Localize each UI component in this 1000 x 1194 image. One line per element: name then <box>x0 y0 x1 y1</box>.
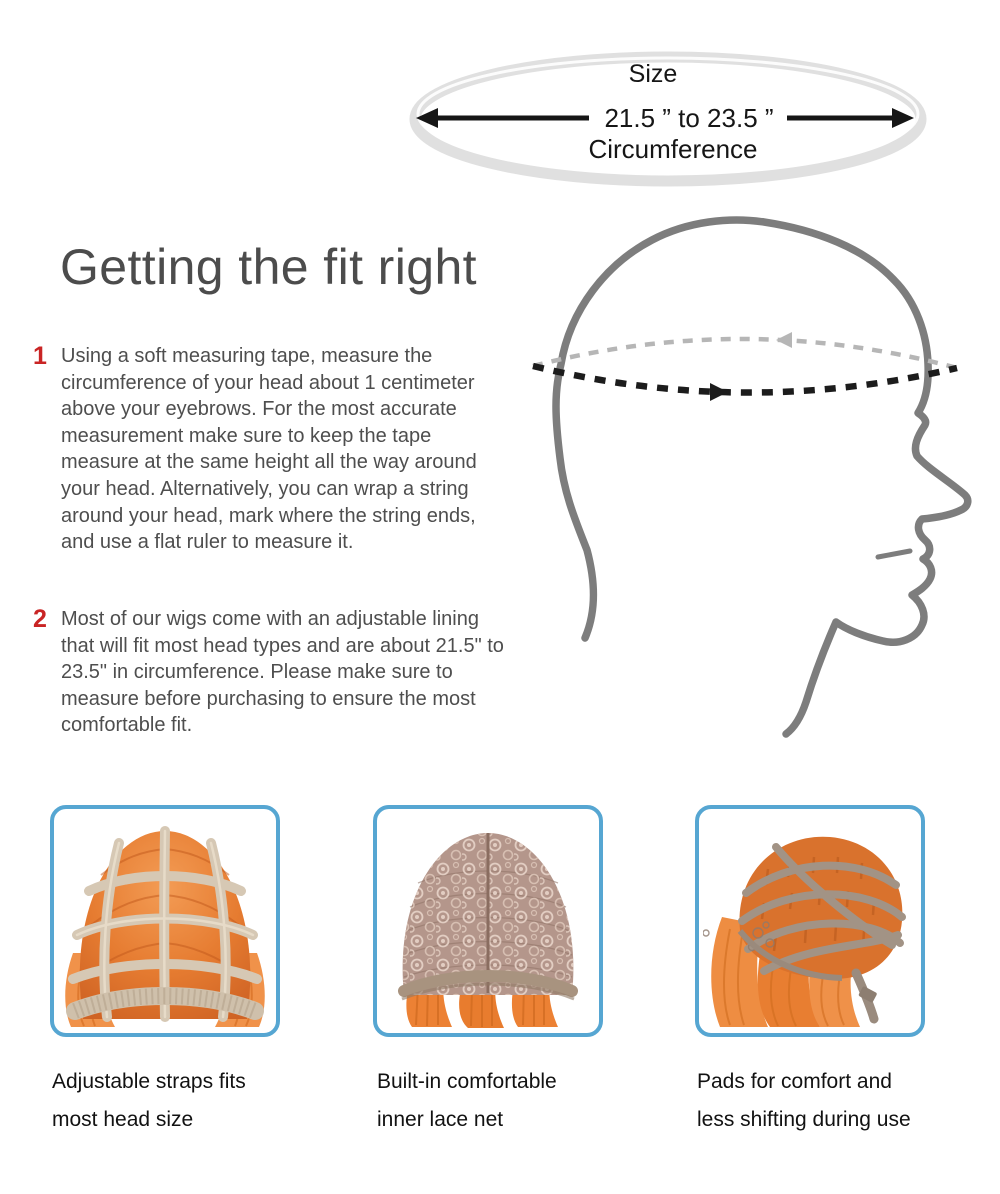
feature-card-comfort-pads <box>695 805 925 1037</box>
step-item-1 <box>33 343 511 556</box>
step-number: 2 <box>33 605 47 633</box>
circumference-label: Circumference <box>588 134 758 164</box>
caption-line: less shifting during use <box>697 1108 911 1131</box>
step-text: Most of our wigs come with an adjustable lining that will fit most head types and are about 21.5" to 23.5" in circumference. Please make sure to measure before purchasing to ensure the most comfortable fit. <box>61 608 504 737</box>
caption-line: inner lace net <box>377 1108 504 1131</box>
mouth-line <box>878 551 910 557</box>
measuring-tape-band <box>533 332 957 401</box>
arrow-right-icon <box>892 108 914 128</box>
page-title: Getting the fit right <box>60 239 477 295</box>
wig-cap-side-pads-image <box>703 813 917 1029</box>
caption-line: Adjustable straps fits <box>52 1070 246 1093</box>
tape-back-dashed-line <box>533 339 957 368</box>
tape-back-arrowhead-icon <box>776 332 792 348</box>
feature-caption-straps <box>52 1063 246 1139</box>
caption-line: most head size <box>52 1108 194 1131</box>
step-item-2 <box>33 606 511 739</box>
caption-line: Built-in comfortable <box>377 1070 557 1093</box>
feature-caption-lace-net <box>377 1063 557 1139</box>
size-range-label: 21.5 ” to 23.5 ” <box>604 103 774 133</box>
step-number: 1 <box>33 342 47 370</box>
wig-cap-back-straps-image <box>58 813 272 1029</box>
hanging-adjuster-strap <box>856 973 877 1019</box>
tape-front-arrowhead-icon <box>710 383 728 401</box>
caption-line: Pads for comfort and <box>697 1070 892 1093</box>
head-outline <box>556 220 968 734</box>
step-text: Using a soft measuring tape, measure the circumference of your head about 1 centimeter above your eyebrows. For the most accurate measurement make sure to keep the tape measure at the same height all the way around your head. Alternatively, you can wrap a string around your head, mark where the string ends, and use a flat ruler to measure it. <box>61 345 477 554</box>
feature-caption-pads <box>697 1063 911 1139</box>
feature-card-lace-net <box>373 805 603 1037</box>
size-label: Size <box>628 60 678 88</box>
feature-card-adjustable-straps <box>50 805 280 1037</box>
tape-front-dashed-line <box>533 366 957 393</box>
size-band-figure <box>403 48 927 192</box>
head-profile-illustration <box>518 206 986 774</box>
wig-cap-lace-net-image <box>381 813 595 1029</box>
